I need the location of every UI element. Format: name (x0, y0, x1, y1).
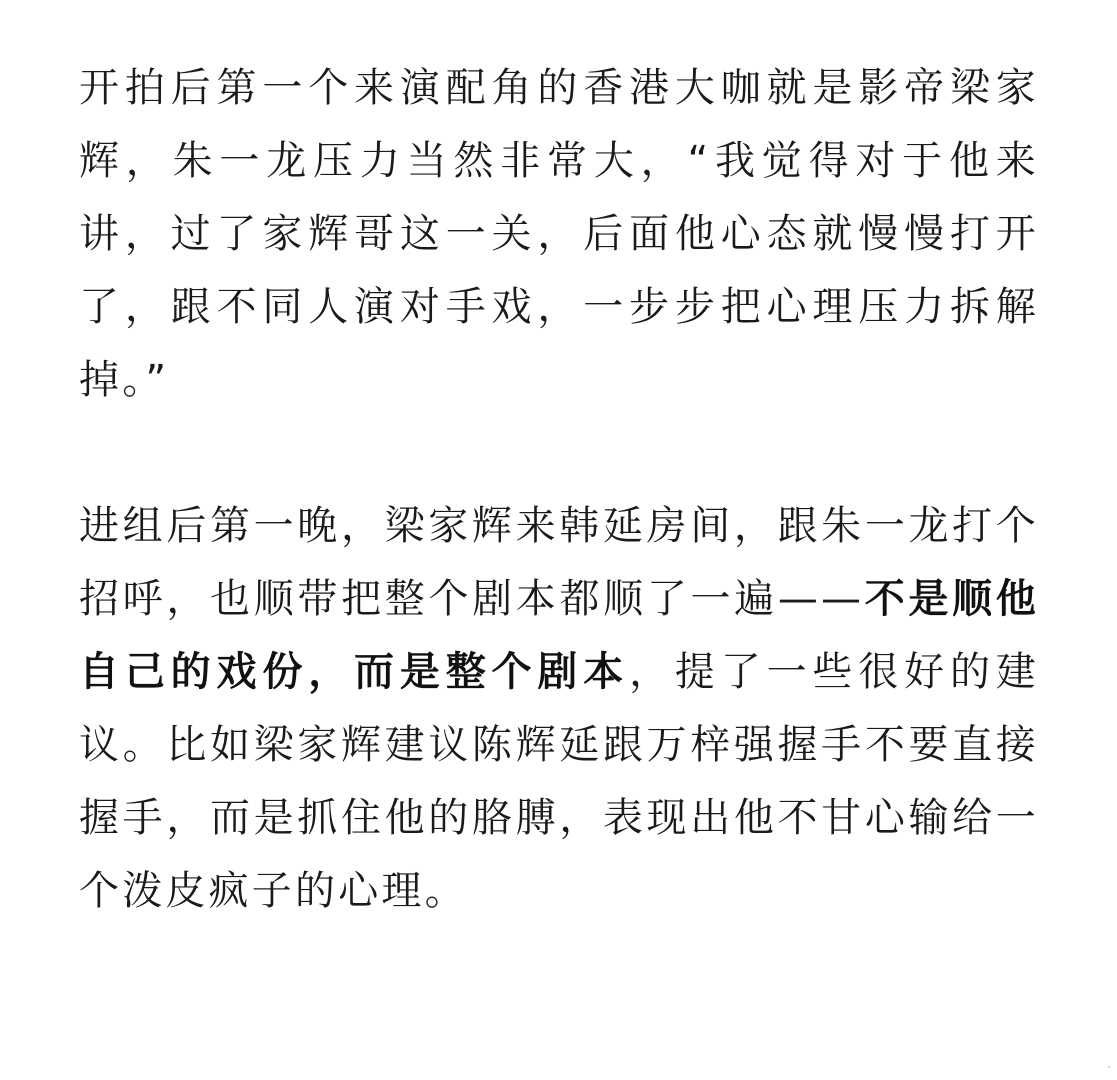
paragraph-1: 开拍后第一个来演配角的香港大咖就是影帝梁家辉，朱一龙压力当然非常大，“我觉得对于他来讲，过了家辉哥这一关，后面他心态就慢慢打开了，跟不同人演对手戏，一步步把心理压力拆解掉。” (79, 65, 1039, 403)
paragraph-2-bold-text: 不是顺他自己的戏份，而是整个剧本 (79, 576, 1039, 695)
paragraph-2 (79, 490, 1039, 928)
article-body (79, 52, 1039, 928)
watermark: · (1106, 1060, 1111, 1076)
paragraph-2-text-end: ，提了一些很好的建议。比如梁家辉建议陈辉延跟万梓强握手不要直接握手，而是抓住他的胳膊，表现出他不甘心输给一个泼皮疯子的心理。 (79, 649, 1039, 914)
paragraph-2-text-start: 进组后第一晚，梁家辉来韩延房间，跟朱一龙打个招呼，也顺带把整个剧本都顺了一遍—— (79, 503, 1039, 622)
